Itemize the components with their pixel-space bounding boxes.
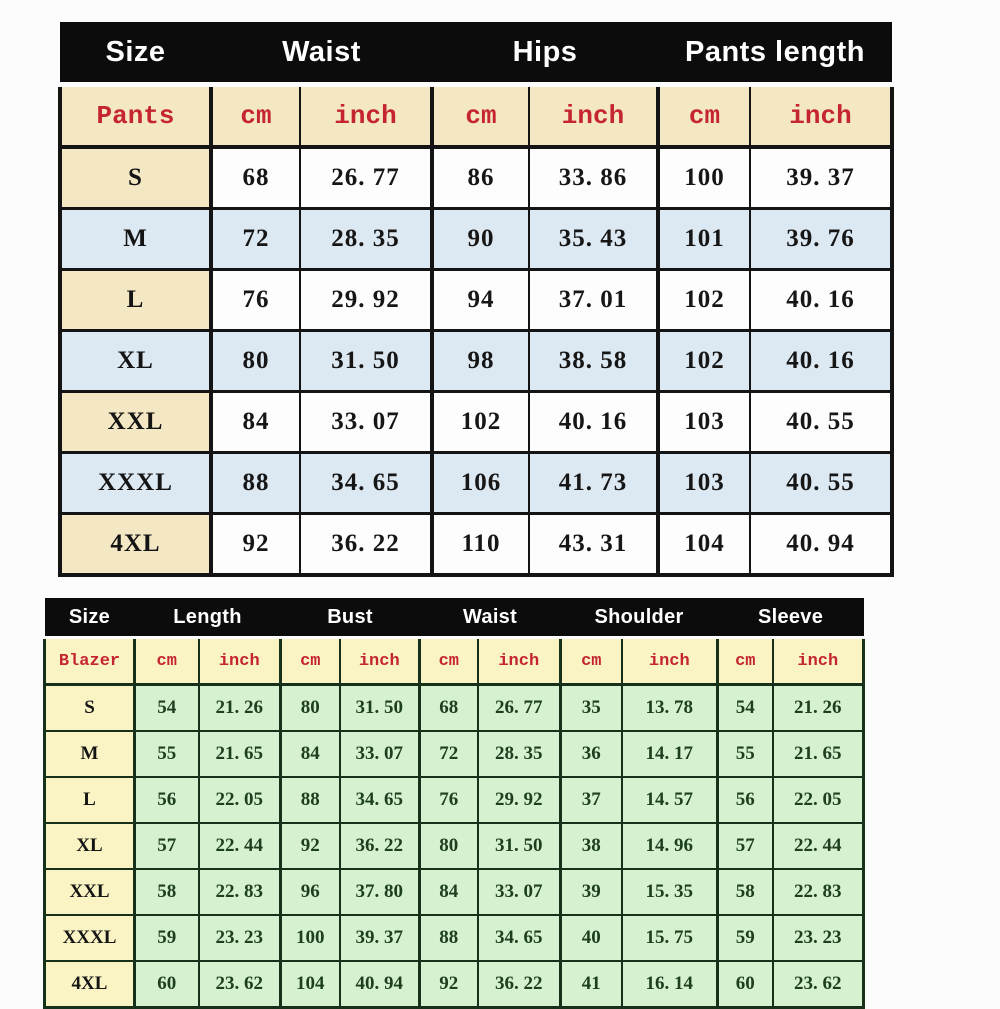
measurement-cell: 34. 65 [300,453,432,514]
measurement-cell: 26. 77 [478,685,561,732]
measurement-cell: 39 [561,869,622,915]
measurement-cell: 31. 50 [300,331,432,392]
measurement-cell: 56 [718,777,773,823]
measurement-cell: 35. 43 [529,209,658,270]
measurement-cell: 57 [135,823,199,869]
measurement-cell: 104 [281,961,340,1008]
measurement-cell: 100 [281,915,340,961]
measurement-cell: 35 [561,685,622,732]
measurement-cell: 84 [420,869,478,915]
measurement-cell: 39. 76 [750,209,892,270]
measurement-cell: 33. 07 [340,731,420,777]
blazer-header-shoulder: Shoulder [561,598,718,638]
measurement-cell: 103 [658,392,750,453]
measurement-cell: 86 [432,147,529,209]
pants-row-4xl [60,514,892,576]
measurement-cell: 59 [135,915,199,961]
measurement-cell: 76 [420,777,478,823]
measurement-cell: 36. 22 [300,514,432,576]
measurement-cell: 60 [718,961,773,1008]
unit-cm: cm [281,638,340,685]
size-label-cell: XXL [60,392,211,453]
size-label-cell: XXXL [60,453,211,514]
blazer-header-waist: Waist [420,598,561,638]
pants-header-size: Size [60,22,211,85]
measurement-cell: 23. 23 [199,915,281,961]
measurement-cell: 60 [135,961,199,1008]
measurement-cell: 37. 80 [340,869,420,915]
measurement-cell: 54 [718,685,773,732]
size-label-cell: S [45,685,135,732]
measurement-cell: 23. 62 [773,961,864,1008]
measurement-cell: 31. 50 [340,685,420,732]
pants-row-xxl [60,392,892,453]
unit-cm: cm [420,638,478,685]
pants-row-xl [60,331,892,392]
measurement-cell: 41. 73 [529,453,658,514]
measurement-cell: 29. 92 [478,777,561,823]
blazer-row-xxl [45,869,864,915]
unit-inch: inch [773,638,864,685]
pants-row-m [60,209,892,270]
unit-cm: cm [135,638,199,685]
measurement-cell: 22. 05 [199,777,281,823]
measurement-cell: 36. 22 [478,961,561,1008]
measurement-cell: 84 [211,392,300,453]
measurement-cell: 38. 58 [529,331,658,392]
measurement-cell: 23. 23 [773,915,864,961]
unit-inch: inch [340,638,420,685]
measurement-cell: 34. 65 [478,915,561,961]
blazer-row-m [45,731,864,777]
measurement-cell: 104 [658,514,750,576]
unit-cm: cm [432,85,529,148]
blazer-unit-label: Blazer [45,638,135,685]
measurement-cell: 22. 05 [773,777,864,823]
blazer-header-size: Size [45,598,135,638]
measurement-cell: 55 [135,731,199,777]
measurement-cell: 15. 35 [622,869,718,915]
measurement-cell: 22. 83 [773,869,864,915]
measurement-cell: 16. 14 [622,961,718,1008]
measurement-cell: 88 [281,777,340,823]
measurement-cell: 40. 55 [750,392,892,453]
unit-inch: inch [750,85,892,148]
measurement-cell: 40. 94 [750,514,892,576]
measurement-cell: 13. 78 [622,685,718,732]
measurement-cell: 92 [211,514,300,576]
unit-cm: cm [658,85,750,148]
measurement-cell: 21. 65 [773,731,864,777]
size-label-cell: M [45,731,135,777]
measurement-cell: 58 [135,869,199,915]
measurement-cell: 36. 22 [340,823,420,869]
measurement-cell: 56 [135,777,199,823]
measurement-cell: 55 [718,731,773,777]
measurement-cell: 33. 07 [478,869,561,915]
measurement-cell: 59 [718,915,773,961]
measurement-cell: 26. 77 [300,147,432,209]
measurement-cell: 31. 50 [478,823,561,869]
pants-row-l [60,270,892,331]
measurement-cell: 14. 96 [622,823,718,869]
pants-header-hips: Hips [432,22,658,85]
blazer-header-bust: Bust [281,598,420,638]
pants-header-waist: Waist [211,22,432,85]
measurement-cell: 68 [211,147,300,209]
measurement-cell: 94 [432,270,529,331]
measurement-cell: 21. 65 [199,731,281,777]
measurement-cell: 43. 31 [529,514,658,576]
measurement-cell: 54 [135,685,199,732]
measurement-cell: 92 [281,823,340,869]
measurement-cell: 33. 07 [300,392,432,453]
measurement-cell: 39. 37 [750,147,892,209]
measurement-cell: 40 [561,915,622,961]
blazer-size-table [43,598,865,1009]
measurement-cell: 40. 16 [750,270,892,331]
pants-row-xxxl [60,453,892,514]
measurement-cell: 37 [561,777,622,823]
measurement-cell: 40. 16 [529,392,658,453]
pants-unit-row [60,85,892,148]
size-label-cell: XL [60,331,211,392]
measurement-cell: 88 [420,915,478,961]
measurement-cell: 103 [658,453,750,514]
measurement-cell: 28. 35 [478,731,561,777]
measurement-cell: 23. 62 [199,961,281,1008]
measurement-cell: 36 [561,731,622,777]
measurement-cell: 14. 17 [622,731,718,777]
pants-header-row [60,22,892,85]
pants-row-s [60,147,892,209]
measurement-cell: 72 [420,731,478,777]
unit-cm: cm [718,638,773,685]
size-label-cell: 4XL [60,514,211,576]
size-label-cell: XXL [45,869,135,915]
measurement-cell: 22. 83 [199,869,281,915]
measurement-cell: 101 [658,209,750,270]
unit-inch: inch [300,85,432,148]
measurement-cell: 33. 86 [529,147,658,209]
measurement-cell: 110 [432,514,529,576]
measurement-cell: 102 [658,331,750,392]
pants-unit-label: Pants [60,85,211,148]
measurement-cell: 80 [281,685,340,732]
blazer-row-xl [45,823,864,869]
measurement-cell: 100 [658,147,750,209]
measurement-cell: 90 [432,209,529,270]
measurement-cell: 41 [561,961,622,1008]
size-label-cell: L [45,777,135,823]
measurement-cell: 40. 55 [750,453,892,514]
measurement-cell: 40. 16 [750,331,892,392]
measurement-cell: 76 [211,270,300,331]
measurement-cell: 37. 01 [529,270,658,331]
size-label-cell: M [60,209,211,270]
measurement-cell: 98 [432,331,529,392]
blazer-header-sleeve: Sleeve [718,598,864,638]
measurement-cell: 92 [420,961,478,1008]
measurement-cell: 22. 44 [773,823,864,869]
measurement-cell: 102 [658,270,750,331]
measurement-cell: 39. 37 [340,915,420,961]
measurement-cell: 40. 94 [340,961,420,1008]
unit-inch: inch [622,638,718,685]
measurement-cell: 72 [211,209,300,270]
unit-inch: inch [478,638,561,685]
blazer-row-4xl [45,961,864,1008]
measurement-cell: 106 [432,453,529,514]
measurement-cell: 68 [420,685,478,732]
pants-header-pants-length: Pants length [658,22,892,85]
measurement-cell: 14. 57 [622,777,718,823]
measurement-cell: 80 [420,823,478,869]
size-label-cell: XXXL [45,915,135,961]
measurement-cell: 80 [211,331,300,392]
measurement-cell: 57 [718,823,773,869]
pants-size-table [58,22,894,577]
measurement-cell: 21. 26 [199,685,281,732]
measurement-cell: 29. 92 [300,270,432,331]
measurement-cell: 28. 35 [300,209,432,270]
unit-cm: cm [561,638,622,685]
measurement-cell: 38 [561,823,622,869]
measurement-cell: 34. 65 [340,777,420,823]
measurement-cell: 15. 75 [622,915,718,961]
blazer-header-length: Length [135,598,281,638]
measurement-cell: 88 [211,453,300,514]
measurement-cell: 96 [281,869,340,915]
size-label-cell: L [60,270,211,331]
size-label-cell: XL [45,823,135,869]
unit-inch: inch [529,85,658,148]
blazer-header-row [45,598,864,638]
measurement-cell: 102 [432,392,529,453]
blazer-unit-row [45,638,864,685]
size-label-cell: 4XL [45,961,135,1008]
blazer-row-s [45,685,864,732]
measurement-cell: 21. 26 [773,685,864,732]
size-label-cell: S [60,147,211,209]
measurement-cell: 58 [718,869,773,915]
measurement-cell: 22. 44 [199,823,281,869]
blazer-row-xxxl [45,915,864,961]
unit-cm: cm [211,85,300,148]
blazer-row-l [45,777,864,823]
unit-inch: inch [199,638,281,685]
measurement-cell: 84 [281,731,340,777]
